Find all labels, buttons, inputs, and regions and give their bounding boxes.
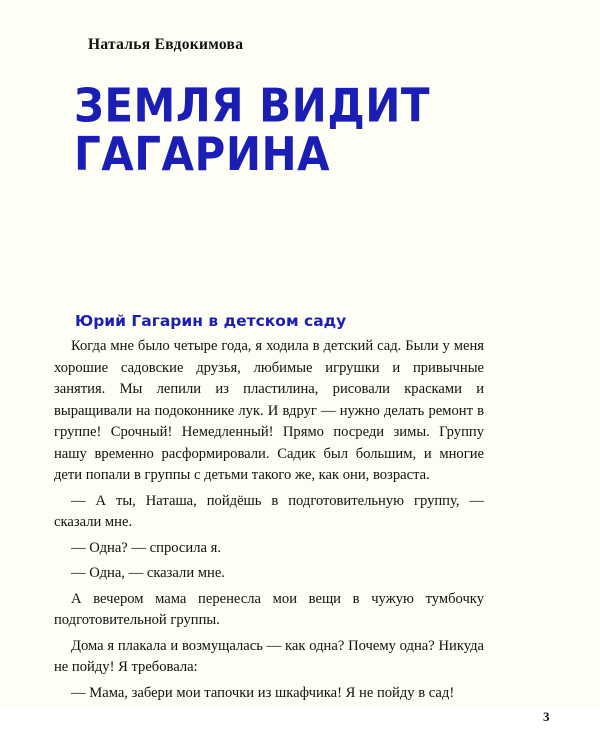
body-text	[54, 336, 484, 708]
paragraph: — Одна, — сказали мне.	[71, 565, 225, 581]
page-number: 3	[543, 709, 550, 724]
title-line-1: ЗЕМЛЯ ВИДИТ	[74, 78, 431, 133]
page-title	[74, 78, 431, 181]
paragraph: — Мама, забери мои тапочки из шкафчика! Я не пойду в сад!	[71, 684, 455, 701]
paragraph: Дома я плакала и возмущалась — как одна? Почему одна? Никуда не пойду! Я требовала:	[54, 637, 484, 675]
paragraph: Когда мне было четыре года, я ходила в детский сад. Были у меня хорошие садовские друзья, любимые игрушки и привычные занятия. Мы лепили из пластилина, рисовали красками и выращивали на подоконнике лук. И вдруг — нужно делать ремонт в группе! Срочный! Немедленный! Прямо посреди зимы. Группу нашу временно расформировали. Садик был большим, и многие дети попали в группы с детьми такого же, как они, возраста.	[54, 338, 484, 483]
section-heading: Юрий Гагарин в детском саду	[75, 312, 347, 330]
paragraph: А вечером мама перенесла мои вещи в чужую тумбочку подготовительной группы.	[54, 590, 484, 628]
title-line-2: ГАГАРИНА	[74, 127, 331, 181]
paragraph: — А ты, Наташа, пойдёшь в подготовительную группу, — сказали мне.	[54, 492, 484, 530]
author-name: Наталья Евдокимова	[88, 36, 244, 53]
paragraph: — Одна? — спросила я.	[71, 539, 221, 556]
